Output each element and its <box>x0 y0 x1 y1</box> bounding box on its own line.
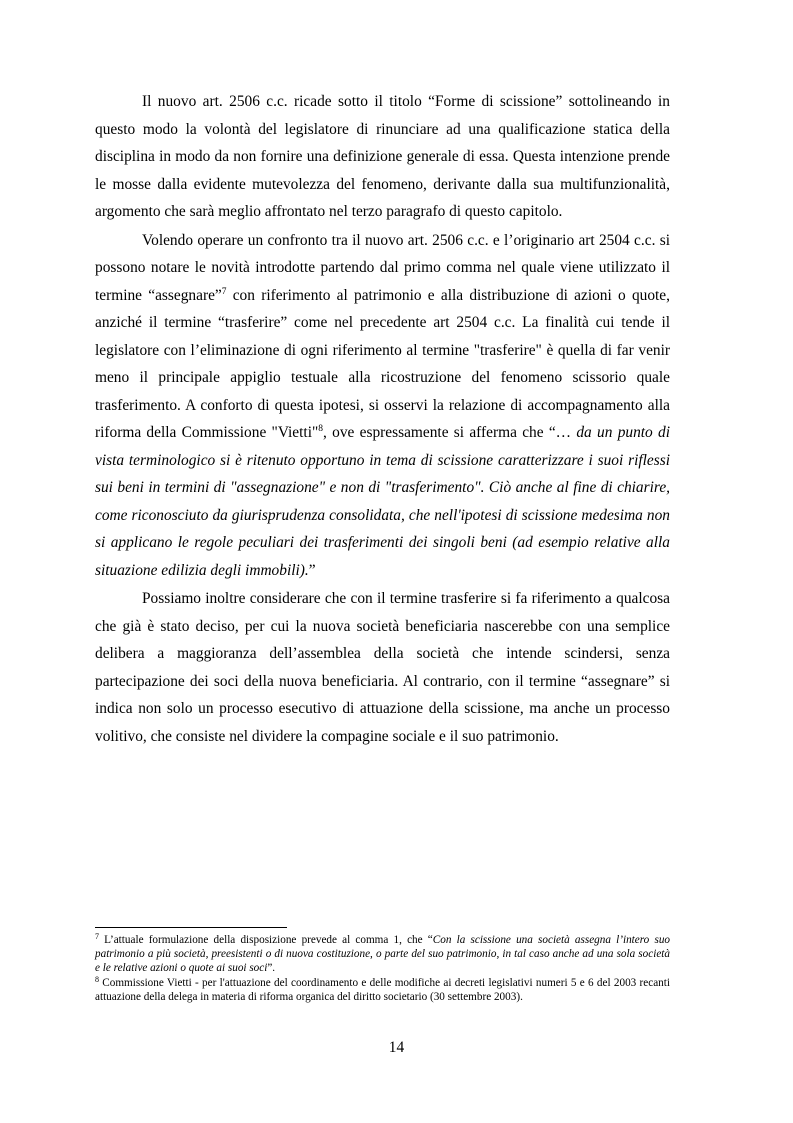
footnote-8-number: 8 <box>95 974 99 984</box>
paragraph-3: Possiamo inoltre considerare che con il termine trasferire si fa riferimento a qualcosa che già è stato deciso, per cui la nuova società beneficiaria nascerebbe con una semplice delibera a maggioranza dell’assemblea della società che intende scindersi, senza partecipazione dei soci della nuova beneficiaria. Al contrario, con il termine “assegnare” si indica non solo un processo esecutivo di attuazione della scissione, ma anche un processo volitivo, che consiste nel dividere la compagine sociale e il suo patrimonio. <box>95 590 670 745</box>
paragraph-2-part-a: Volendo operare un confronto tra il nuovo art. 2506 c.c. e l’originario art 2504 c.c. si possono notare le novità introdotte partendo dal primo comma nel quale viene utilizzato il termine “assegnare” <box>95 231 670 304</box>
paragraph-2 <box>95 227 670 585</box>
footnote-7-text-a: L’attuale formulazione della disposizione prevede al comma 1, che “ <box>99 934 433 946</box>
footnote-7-text-b: ”. <box>267 962 276 975</box>
footnote-8 <box>95 976 670 1004</box>
footnote-7-quote: Con la scissione una società assegna l’intero suo patrimonio a più società, preesistenti o di nuova costituzione, o parte del suo patrimonio, in tal caso anche ad una sola società e le relative azioni o quote ai suoi soci <box>95 934 671 975</box>
footnote-7 <box>95 933 670 976</box>
footnote-separator <box>95 927 287 928</box>
footnote-8-text: Commissione Vietti - per l'attuazione del coordinamento e delle modifiche ai decreti legislativi numeri 5 e 6 del 2003 recanti attuazione della delega in materia di riforma organica del diritto societario (30 settembre 2003). <box>95 976 670 1003</box>
page-number: 14 <box>388 1039 405 1056</box>
paragraph-1: Il nuovo art. 2506 c.c. ricade sotto il titolo “Forme di scissione” sottolineando in questo modo la volontà del legislatore di rinunciare ad una qualificazione statica della disciplina in modo da non fornire una definizione generale di essa. Questa intenzione prende le mosse dalla evidente mutevolezza del fenomeno, derivante dalla sua multifunzionalità, argomento che sarà meglio affrontato nel terzo paragrafo di questo capitolo. <box>95 93 670 220</box>
paragraph-2-part-d: ” <box>308 561 316 579</box>
paragraph-2-part-b: con riferimento al patrimonio e alla distribuzione di azioni o quote, anziché il termine “trasferire” come nel precedente art 2504 c.c. La finalità cui tende il legislatore con l’eliminazione di ogni riferimento al termine "trasferire" è quella di far venir meno il principale appiglio testuale alla ricostruzione del fenomeno scissorio quale trasferimento. A conforto di questa ipotesi, si osservi la relazione di accompagnamento alla riforma della Commissione "Vietti" <box>95 286 670 441</box>
footnotes <box>95 933 670 1004</box>
footnote-ref-8[interactable]: 8 <box>318 424 323 434</box>
footnote-7-number: 7 <box>95 932 99 941</box>
paragraph-2-part-c: , ove espressamente si afferma che “… <box>323 424 577 441</box>
body-text <box>95 88 670 750</box>
quoted-passage: da un punto di vista terminologico si è ritenuto opportuno in tema di scissione caratterizzare i suoi riflessi sui beni in termini di "assegnazione" e non di "trasferimento". Ciò anche al fine di chiarire, come riconosciuto da giurisprudenza consolidata, che nell'ipotesi di scissione medesima non si applicano le regole peculiari dei trasferimenti dei singoli beni (ad esempio relative alla situazione edilizia degli immobili). <box>95 424 670 579</box>
footnote-ref-7[interactable]: 7 <box>221 286 227 297</box>
